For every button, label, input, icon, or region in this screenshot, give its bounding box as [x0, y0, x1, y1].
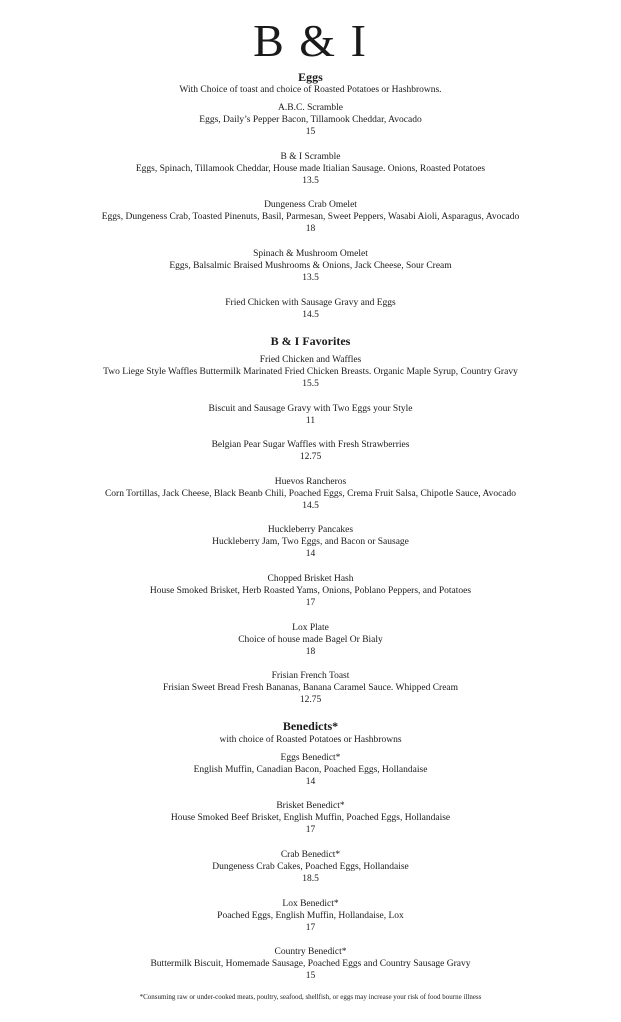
menu-item-description: House Smoked Brisket, Herb Roasted Yams, Onions, Poblano Peppers, and Potatoes	[149, 586, 472, 597]
menu-item-name: Belgian Pear Sugar Waffles with Fresh Strawberries	[211, 440, 410, 450]
menu-item-price: 15	[305, 971, 316, 982]
menu-item-description: Dungeness Crab Cakes, Poached Eggs, Hollandaise	[212, 862, 409, 873]
menu-item-description: Eggs, Dungeness Crab, Toasted Pinenuts, Basil, Parmesan, Sweet Peppers, Wasabi Aioli, Asparagus, Avocado	[101, 212, 520, 223]
menu-item-description: Corn Tortillas, Jack Cheese, Black Beanb Chili, Poached Eggs, Crema Fruit Salsa, Chipotle Sauce, Avocado	[104, 489, 517, 500]
menu-item	[0, 800, 621, 837]
menu-item-description: Two Liege Style Waffles Buttermilk Marinated Fried Chicken Breasts. Organic Maple Syrup, Country Gravy	[103, 367, 518, 378]
menu-item	[0, 354, 621, 391]
menu-item-description: Eggs, Daily’s Pepper Bacon, Tillamook Cheddar, Avocado	[199, 115, 422, 126]
menu-item	[0, 524, 621, 561]
menu-item	[0, 670, 621, 707]
menu-item	[0, 573, 621, 610]
menu-item	[0, 752, 621, 789]
menu-item-description: Huckleberry Jam, Two Eggs, and Bacon or Sausage	[212, 537, 409, 548]
menu-item-price: 12.75	[299, 695, 322, 706]
menu-item-price: 14.5	[302, 310, 319, 321]
menu-item-description: Choice of house made Bagel Or Bialy	[238, 635, 383, 646]
menu-item-price: 17	[305, 598, 316, 609]
restaurant-title: B & I	[253, 15, 368, 66]
menu-item	[0, 102, 621, 139]
menu-item	[0, 898, 621, 935]
menu-item-price: 14.5	[302, 501, 319, 512]
menu-item-name: Fried Chicken and Waffles	[259, 355, 362, 365]
menu-item-description: Frisian Sweet Bread Fresh Bananas, Banana Caramel Sauce. Whipped Cream	[162, 683, 459, 694]
section-heading-favorites: B & I Favorites	[270, 334, 351, 348]
menu-item-price: 13.5	[302, 176, 319, 187]
menu-item-name: Huckleberry Pancakes	[267, 525, 354, 535]
allergy-footnote: *Consuming raw or under-cooked meats, poultry, seafood, shellfish, or eggs may increase your risk of food bourne illness	[139, 993, 482, 1001]
menu-item-name: Country Benedict*	[274, 947, 347, 957]
menu-item-price: 18	[305, 224, 316, 235]
section-heading-eggs: Eggs	[298, 70, 323, 84]
menu-item-description: Eggs, Balsalmic Braised Mushrooms & Onions, Jack Cheese, Sour Cream	[169, 261, 452, 272]
menu-item	[0, 403, 621, 427]
menu-item-name: Dungeness Crab Omelet	[264, 200, 357, 210]
menu-item-name: Frisian French Toast	[271, 671, 350, 681]
menu-item	[0, 297, 621, 321]
menu-item-price: 18	[305, 647, 316, 658]
menu-item	[0, 248, 621, 285]
menu-item-name: Chopped Brisket Hash	[267, 574, 354, 584]
menu-item-price: 14	[305, 777, 316, 788]
menu-item-name: B & I Scramble	[280, 152, 341, 162]
menu-item-price: 15	[305, 127, 316, 138]
menu-item-price: 17	[305, 825, 316, 836]
menu-item	[0, 151, 621, 188]
menu-item-name: Lox Plate	[292, 623, 329, 633]
menu-item-description: Eggs, Spinach, Tillamook Cheddar, House made Itialian Sausage. Onions, Roasted Potatoes	[135, 164, 486, 175]
section-heading-benedicts: Benedicts*	[282, 719, 339, 733]
menu-item-price: 15.5	[302, 379, 319, 390]
menu-item	[0, 476, 621, 513]
menu-item-description: English Muffin, Canadian Bacon, Poached Eggs, Hollandaise	[193, 765, 428, 776]
menu-item	[0, 946, 621, 983]
menu-item-description: House Smoked Beef Brisket, English Muffin, Poached Eggs, Hollandaise	[170, 813, 451, 824]
menu-item-description: Buttermilk Biscuit, Homemade Sausage, Poached Eggs and Country Sausage Gravy	[150, 959, 471, 970]
menu-item-name: Spinach & Mushroom Omelet	[253, 249, 368, 259]
menu-item-price: 14	[305, 549, 316, 560]
menu-item	[0, 849, 621, 886]
menu-item-price: 11	[305, 416, 316, 427]
menu-item-price: 13.5	[302, 273, 319, 284]
menu-item	[0, 439, 621, 463]
menu-item-name: Biscuit and Sausage Gravy with Two Eggs your Style	[208, 404, 413, 414]
menu-item	[0, 199, 621, 236]
menu-item-name: Crab Benedict*	[280, 850, 341, 860]
menu-item-name: Eggs Benedict*	[280, 753, 341, 763]
menu-item-price: 17	[305, 923, 316, 934]
menu-item-name: Brisket Benedict*	[276, 801, 345, 811]
menu-item	[0, 622, 621, 659]
menu-item-price: 18.5	[302, 874, 319, 885]
menu-item-name: A.B.C. Scramble	[278, 103, 343, 113]
menu-item-name: Lox Benedict*	[282, 899, 339, 909]
menu-item-name: Fried Chicken with Sausage Gravy and Eggs	[225, 298, 396, 308]
section-subheading-benedicts: with choice of Roasted Potatoes or Hashbrowns	[219, 735, 402, 745]
menu-item-description: Poached Eggs, English Muffin, Hollandaise, Lox	[217, 911, 404, 922]
section-subheading-eggs: With Choice of toast and choice of Roasted Potatoes or Hashbrowns.	[179, 85, 442, 95]
menu-item-name: Huevos Rancheros	[274, 477, 347, 487]
menu-item-price: 12.75	[299, 452, 322, 463]
